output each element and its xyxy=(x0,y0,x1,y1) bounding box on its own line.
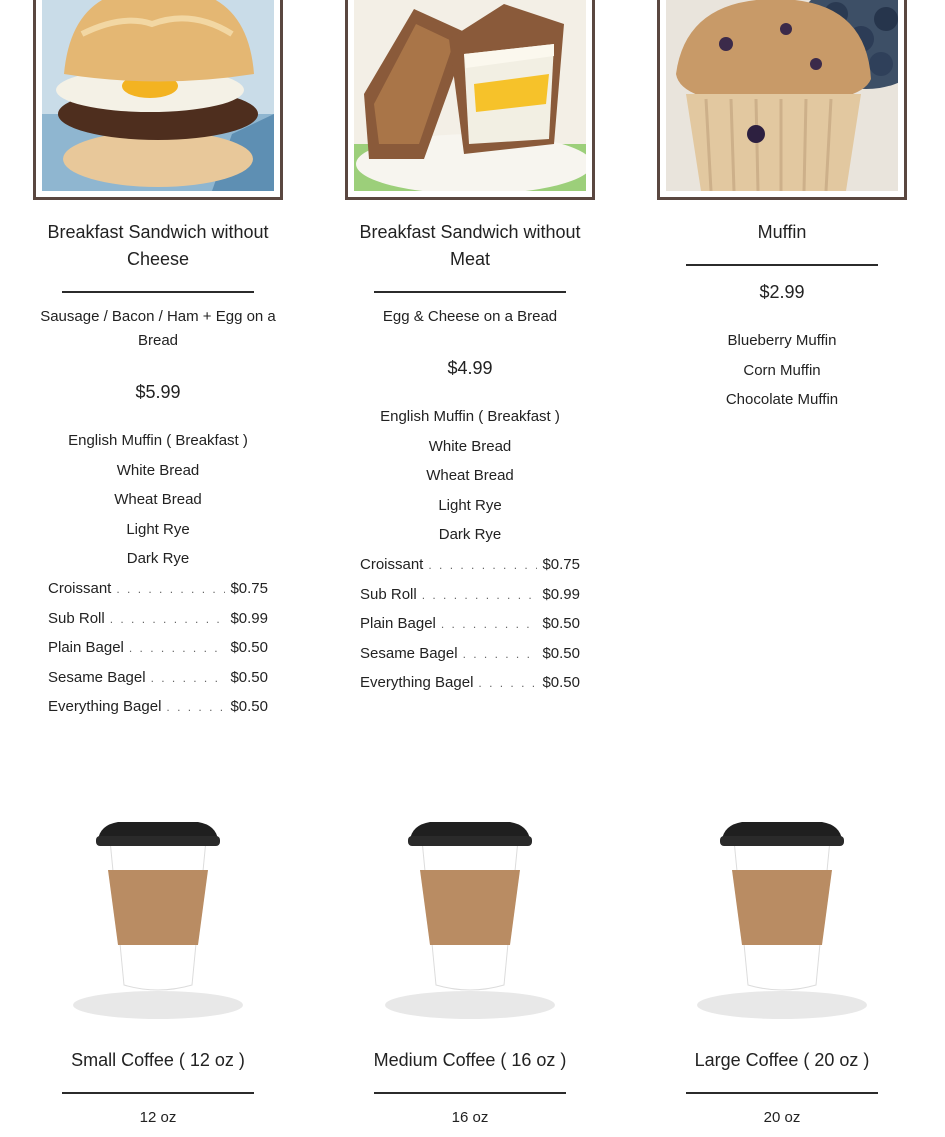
coffee-size: 16 oz xyxy=(451,1109,489,1126)
title-divider xyxy=(374,291,566,293)
addon-price: $0.99 xyxy=(542,585,580,603)
addon-price: $0.75 xyxy=(542,556,580,573)
leader-dots xyxy=(110,605,226,635)
item-description: Sausage / Bacon / Ham + Egg on a Bread xyxy=(40,308,276,349)
option-corn-muffin[interactable]: Corn Muffin xyxy=(743,361,821,379)
item-photo-frame xyxy=(345,0,595,200)
addon-sub-roll[interactable] xyxy=(48,604,268,634)
addon-price: $0.50 xyxy=(230,698,268,715)
addon-price: $0.50 xyxy=(230,668,268,686)
leader-dots xyxy=(422,581,538,611)
addon-name: Sub Roll xyxy=(360,585,417,603)
option-white-bread[interactable]: White Bread xyxy=(428,437,512,455)
option-dark-rye[interactable]: Dark Rye xyxy=(438,526,502,543)
addon-name: Sub Roll xyxy=(48,609,105,627)
leader-dots xyxy=(478,669,537,699)
coffee-size: 20 oz xyxy=(763,1109,801,1126)
addon-list xyxy=(360,550,580,698)
item-photo-frame xyxy=(33,0,283,200)
coffee-cup-icon xyxy=(58,800,258,1020)
leader-dots xyxy=(151,664,226,694)
addon-name: Everything Bagel xyxy=(360,674,474,691)
item-title: Breakfast Sandwich without Meat xyxy=(359,222,581,269)
option-light-rye[interactable]: Light Rye xyxy=(438,496,502,514)
item-title: Medium Coffee ( 16 oz ) xyxy=(373,1050,567,1070)
addon-price: $0.50 xyxy=(230,639,268,656)
item-description: Egg & Cheese on a Bread xyxy=(382,308,558,325)
title-divider xyxy=(62,291,254,293)
muffin-option-list xyxy=(657,326,907,415)
addon-name: Plain Bagel xyxy=(48,639,124,656)
item-price: $5.99 xyxy=(135,382,181,402)
leader-dots xyxy=(129,634,226,664)
addon-name: Plain Bagel xyxy=(360,615,436,632)
option-english-muffin[interactable]: English Muffin ( Breakfast ) xyxy=(380,408,560,425)
leader-dots xyxy=(463,640,538,670)
addon-croissant[interactable] xyxy=(48,574,268,604)
addon-price: $0.50 xyxy=(542,674,580,691)
addon-name: Sesame Bagel xyxy=(360,644,458,662)
coffee-cup-icon xyxy=(682,800,882,1020)
option-dark-rye[interactable]: Dark Rye xyxy=(126,550,190,567)
coffee-size: 12 oz xyxy=(139,1109,177,1126)
addon-price: $0.75 xyxy=(230,580,268,597)
item-title: Large Coffee ( 20 oz ) xyxy=(694,1050,870,1070)
option-wheat-bread[interactable]: Wheat Bread xyxy=(114,491,202,508)
leader-dots xyxy=(116,575,225,605)
addon-name: Sesame Bagel xyxy=(48,668,146,686)
title-divider xyxy=(62,1092,254,1094)
item-price: $2.99 xyxy=(759,282,805,302)
leader-dots xyxy=(441,610,538,640)
bread-option-list xyxy=(345,402,595,550)
addon-everything-bagel[interactable] xyxy=(360,668,580,698)
addon-plain-bagel[interactable] xyxy=(48,633,268,663)
addon-name: Croissant xyxy=(48,580,112,597)
addon-sesame-bagel[interactable] xyxy=(48,663,268,693)
addon-everything-bagel[interactable] xyxy=(48,692,268,722)
option-english-muffin[interactable]: English Muffin ( Breakfast ) xyxy=(68,432,248,449)
item-photo-frame xyxy=(657,0,907,200)
title-divider xyxy=(686,264,878,266)
addon-sesame-bagel[interactable] xyxy=(360,639,580,669)
addon-price: $0.50 xyxy=(542,644,580,662)
coffee-cup-icon xyxy=(370,800,570,1020)
addon-name: Croissant xyxy=(360,556,424,573)
biscuit-sandwich-photo xyxy=(42,0,274,191)
title-divider xyxy=(686,1092,878,1094)
option-white-bread[interactable]: White Bread xyxy=(116,461,200,479)
item-title: Small Coffee ( 12 oz ) xyxy=(71,1050,245,1070)
item-title: Breakfast Sandwich without Cheese xyxy=(47,222,269,269)
egg-toast-sandwich-photo xyxy=(354,0,586,191)
item-title: Muffin xyxy=(757,222,807,242)
addon-name: Everything Bagel xyxy=(48,698,162,715)
addon-plain-bagel[interactable] xyxy=(360,609,580,639)
leader-dots xyxy=(166,693,225,723)
option-light-rye[interactable]: Light Rye xyxy=(126,520,190,538)
addon-croissant[interactable] xyxy=(360,550,580,580)
addon-price: $0.50 xyxy=(542,615,580,632)
title-divider xyxy=(374,1092,566,1094)
addon-price: $0.99 xyxy=(230,609,268,627)
option-wheat-bread[interactable]: Wheat Bread xyxy=(426,467,514,484)
bread-option-list xyxy=(33,426,283,574)
option-chocolate-muffin[interactable]: Chocolate Muffin xyxy=(725,391,839,408)
leader-dots xyxy=(428,551,537,581)
addon-sub-roll[interactable] xyxy=(360,580,580,610)
blueberry-muffin-photo xyxy=(666,0,898,191)
option-blueberry-muffin[interactable]: Blueberry Muffin xyxy=(727,332,837,349)
item-price: $4.99 xyxy=(447,358,493,378)
addon-list xyxy=(48,574,268,722)
